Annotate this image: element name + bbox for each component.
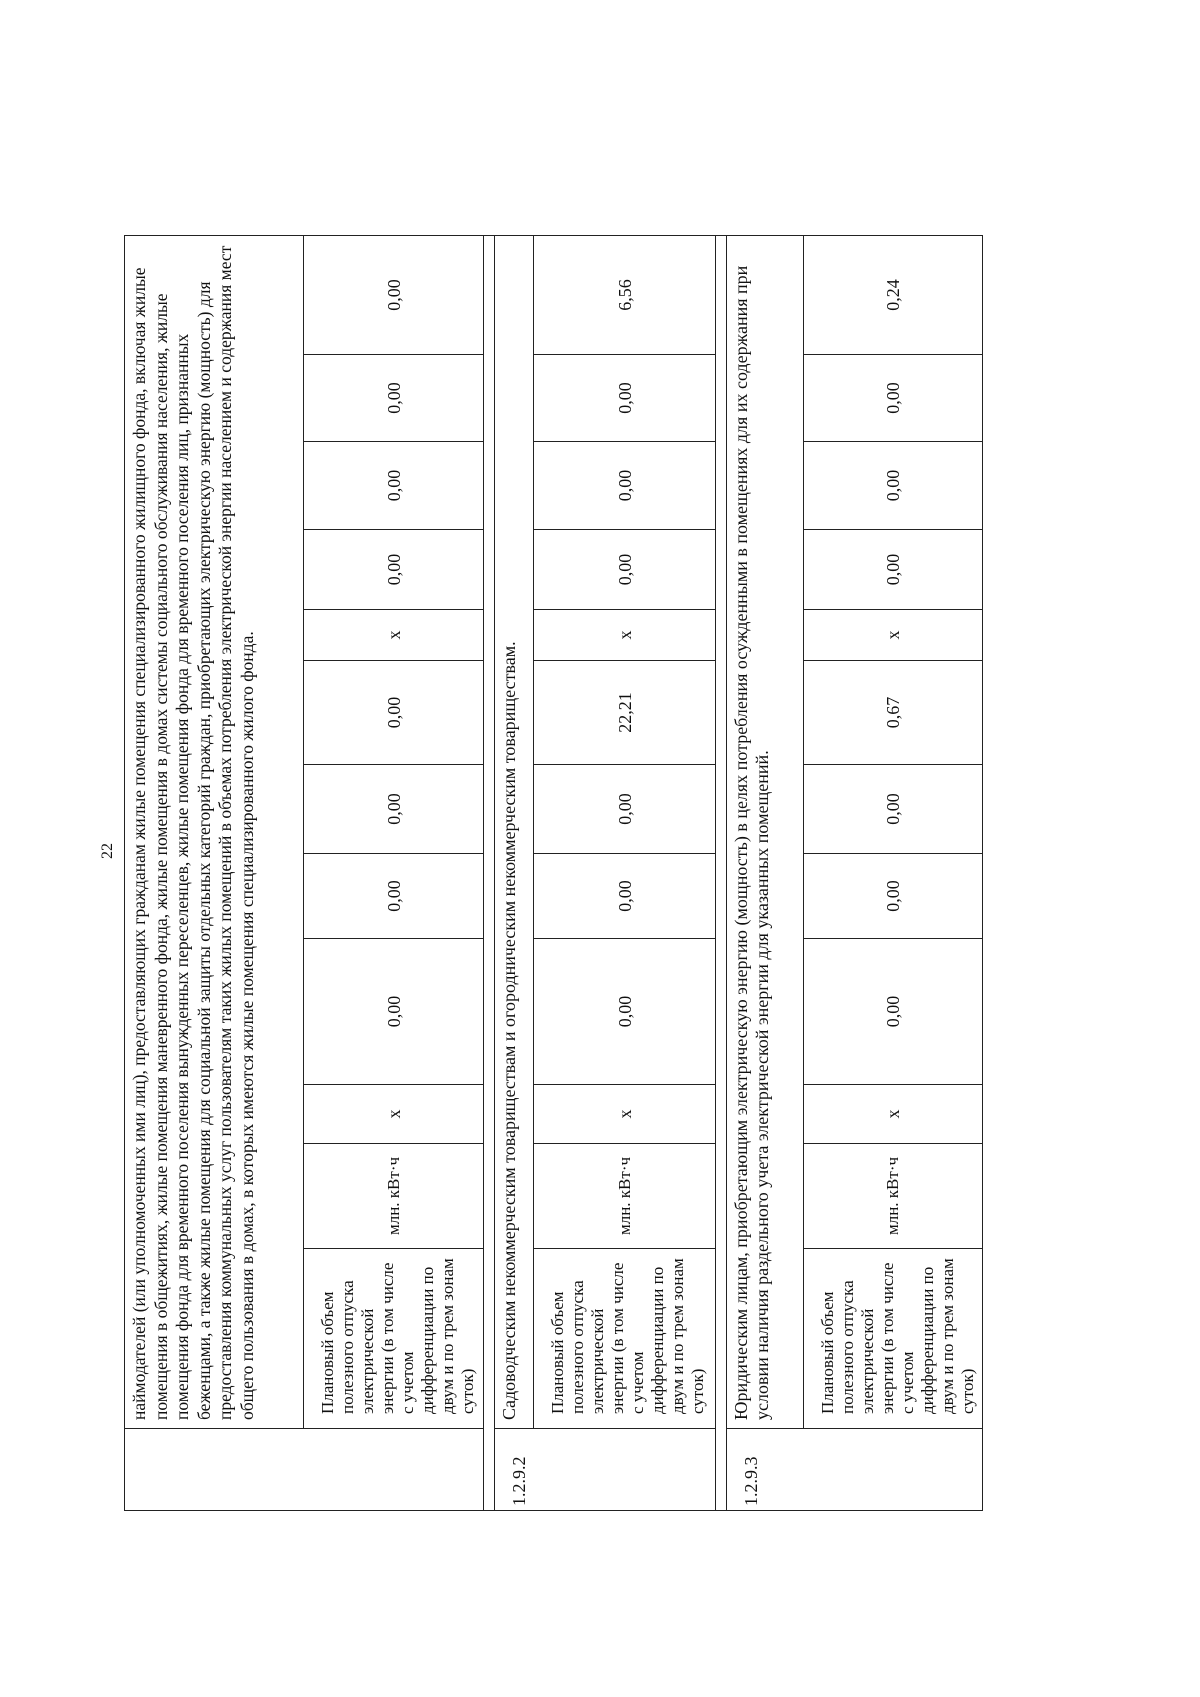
table-row <box>804 235 983 1510</box>
value-cell: 0,00 <box>534 853 716 938</box>
table-row-intro <box>125 235 304 1510</box>
value-cell: 0,00 <box>304 853 484 938</box>
value-cell: 0,00 <box>534 938 716 1084</box>
value-cell: 0,00 <box>804 354 983 441</box>
value-cell: 0,00 <box>804 938 983 1084</box>
row-code <box>125 1428 484 1510</box>
value-cell: x <box>804 1084 983 1143</box>
intro-text: наймодателей (или уполномоченных ими лиц), предоставляющих гражданам жилые помещения специализированного жилищного фонда, включая жилые помещения в общежитиях, жилые помещения маневренного фонда, жилые помещения в домах системы социального обслуживания населения, жилые помещения фонда для временного поселения вынужденных переселенцев, жилые помещения фонда для временного поселения лиц, признанных беженцами, а также жилые помещения для социальной защиты отдельных категорий граждан, приобретающих электрическую энергию (мощность) для предоставления коммунальных услуг пользователям таких жилых помещений в объемах потребления электрической энергии населением и содержания мест общего пользования в домах, в которых имеются жилые помещения специализированного жилого фонда. <box>125 235 304 1428</box>
section-title: Юридическим лицам, приобретающим электрическую энергию (мощность) в целях потребления осужденными в помещениях для их содержания при условии наличия раздельного учета электрической энергии для указанных помещений. <box>727 235 804 1428</box>
rotated-table-wrapper <box>124 236 1071 1511</box>
table-row-section-title <box>727 235 804 1510</box>
value-cell: 0,00 <box>304 529 484 609</box>
unit-cell: млн. кВт·ч <box>534 1143 716 1248</box>
row-code: 1.2.9.3 <box>727 1428 983 1510</box>
value-cell: 0,00 <box>304 938 484 1084</box>
value-cell: 0,00 <box>534 441 716 529</box>
value-cell: 0,00 <box>804 441 983 529</box>
value-cell: 0,00 <box>804 853 983 938</box>
row-label: Плановый объем полезного отпуска электрической энергии (в том числе с учетом дифференциации по двум и по трем зонам суток) <box>304 1248 484 1428</box>
section-title: Садоводческим некоммерческим товариществам и огородническим некоммерческим товариществам. <box>495 235 534 1428</box>
value-cell: 0,00 <box>304 354 484 441</box>
row-label: Плановый объем полезного отпуска электрической энергии (в том числе с учетом дифференциации по двум и по трем зонам суток) <box>804 1248 983 1428</box>
value-cell: 0,00 <box>304 764 484 853</box>
value-cell: 0,00 <box>304 441 484 529</box>
row-code: 1.2.9.2 <box>495 1428 716 1510</box>
value-cell: 0,24 <box>804 235 983 354</box>
value-cell: 6,56 <box>534 235 716 354</box>
row-label: Плановый объем полезного отпуска электрической энергии (в том числе с учетом дифференциации по двум и по трем зонам суток) <box>534 1248 716 1428</box>
value-cell: x <box>304 1084 484 1143</box>
table-row <box>304 235 484 1510</box>
table-row <box>534 235 716 1510</box>
value-cell: 0,67 <box>804 660 983 764</box>
value-cell: 0,00 <box>304 660 484 764</box>
tariff-volume-table <box>124 234 983 1510</box>
table-spacer-row <box>484 235 495 1510</box>
value-cell: x <box>534 1084 716 1143</box>
value-cell: x <box>304 609 484 660</box>
table-spacer-row <box>716 235 727 1510</box>
value-cell: 0,00 <box>534 764 716 853</box>
value-cell: x <box>804 609 983 660</box>
value-cell: 0,00 <box>534 529 716 609</box>
value-cell: 0,00 <box>304 235 484 354</box>
value-cell: 0,00 <box>534 354 716 441</box>
unit-cell: млн. кВт·ч <box>804 1143 983 1248</box>
value-cell: 22,21 <box>534 660 716 764</box>
table-row-section-title <box>495 235 534 1510</box>
unit-cell: млн. кВт·ч <box>304 1143 484 1248</box>
page-number: 22 <box>99 843 116 859</box>
value-cell: x <box>534 609 716 660</box>
value-cell: 0,00 <box>804 764 983 853</box>
value-cell: 0,00 <box>804 529 983 609</box>
